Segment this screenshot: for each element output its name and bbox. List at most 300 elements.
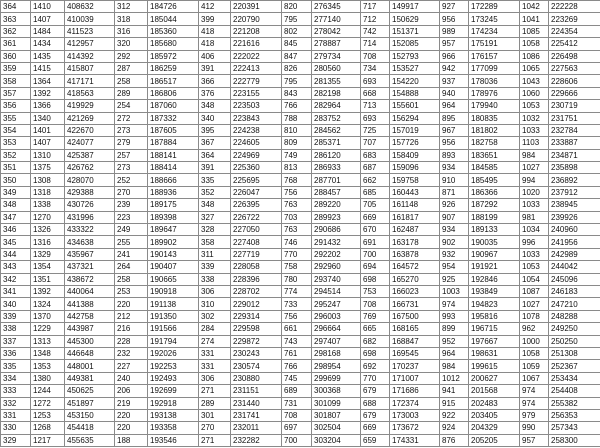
table-cell: 1041: [520, 13, 549, 25]
table-cell: 165270: [390, 273, 440, 285]
table-cell: 934: [440, 162, 469, 174]
table-cell: 312: [115, 1, 148, 13]
table-cell: 347: [1, 211, 31, 223]
table-row: [1, 409, 600, 421]
table-cell: 662: [361, 174, 390, 186]
table-row: [1, 149, 600, 161]
table-cell: 253: [115, 285, 148, 297]
table-cell: 254: [115, 100, 148, 112]
table-cell: 1354: [31, 261, 65, 273]
table-cell: 191350: [148, 310, 199, 322]
table-cell: 448001: [65, 360, 115, 372]
table-cell: 941: [440, 385, 469, 397]
table-cell: 766: [282, 100, 312, 112]
table-cell: 679: [361, 409, 390, 421]
table-cell: 228396: [231, 273, 282, 285]
table-row: [1, 62, 600, 74]
table-row: [1, 397, 600, 409]
table-cell: 290686: [312, 224, 361, 236]
table-cell: 273: [115, 162, 148, 174]
table-cell: 236892: [549, 174, 600, 186]
table-cell: 705: [361, 199, 390, 211]
table-cell: 411523: [65, 25, 115, 37]
table-cell: 318: [115, 13, 148, 25]
table-row: [1, 50, 600, 62]
table-cell: 1392: [31, 285, 65, 297]
table-cell: 232: [115, 347, 148, 359]
table-cell: 234871: [549, 149, 600, 161]
table-cell: 191794: [148, 335, 199, 347]
table-cell: 281355: [312, 75, 361, 87]
table-cell: 227719: [231, 248, 282, 260]
table-cell: 455635: [65, 434, 115, 446]
table-cell: 766: [282, 360, 312, 372]
table-row: [1, 124, 600, 136]
table-cell: 344: [1, 248, 31, 260]
table-row: [1, 335, 600, 347]
table-cell: 166023: [390, 285, 440, 297]
table-cell: 306: [199, 285, 231, 297]
table-cell: 810: [282, 124, 312, 136]
table-cell: 694: [361, 261, 390, 273]
table-cell: 940: [440, 87, 469, 99]
table-cell: 187292: [469, 199, 520, 211]
table-cell: 354: [1, 124, 31, 136]
table-cell: 297407: [312, 335, 361, 347]
table-cell: 235898: [549, 162, 600, 174]
table-cell: 282198: [312, 87, 361, 99]
table-cell: 1380: [31, 372, 65, 384]
table-cell: 366: [199, 75, 231, 87]
table-cell: 1053: [520, 261, 549, 273]
table-cell: 708: [282, 409, 312, 421]
table-cell: 258: [115, 75, 148, 87]
table-cell: 742: [361, 25, 390, 37]
table-cell: 682: [361, 335, 390, 347]
table-cell: 189902: [148, 236, 199, 248]
table-cell: 167500: [390, 310, 440, 322]
table-cell: 981: [520, 211, 549, 223]
table-cell: 1370: [31, 310, 65, 322]
table-cell: 788: [282, 112, 312, 124]
table-cell: 190035: [469, 236, 520, 248]
table-cell: 1353: [31, 360, 65, 372]
table-cell: 230880: [231, 372, 282, 384]
table-cell: 227: [115, 360, 148, 372]
table-cell: 769: [361, 310, 390, 322]
table-cell: 412: [199, 1, 231, 13]
table-cell: 758: [282, 261, 312, 273]
table-cell: 954: [440, 261, 469, 273]
table-cell: 192253: [148, 360, 199, 372]
table-cell: 1401: [31, 124, 65, 136]
table-cell: 191138: [148, 298, 199, 310]
table-cell: 1392: [31, 87, 65, 99]
table-cell: 225360: [231, 162, 282, 174]
table-cell: 198631: [469, 347, 520, 359]
table-cell: 233887: [549, 137, 600, 149]
table-cell: 252: [115, 174, 148, 186]
table-cell: 320: [115, 38, 148, 50]
table-cell: 1020: [520, 186, 549, 198]
table-cell: 185495: [469, 174, 520, 186]
table-cell: 1012: [440, 372, 469, 384]
table-cell: 185972: [148, 50, 199, 62]
table-cell: 1308: [31, 174, 65, 186]
table-cell: 220: [115, 409, 148, 421]
table-cell: 1270: [31, 211, 65, 223]
table-cell: 186806: [148, 87, 199, 99]
table-cell: 285371: [312, 137, 361, 149]
table-cell: 363: [1, 13, 31, 25]
table-cell: 876: [440, 434, 469, 446]
table-cell: 192918: [148, 397, 199, 409]
table-cell: 242989: [549, 248, 600, 260]
table-cell: 926: [440, 199, 469, 211]
table-cell: 190407: [148, 261, 199, 273]
table-cell: 251308: [549, 347, 600, 359]
table-cell: 294514: [312, 285, 361, 297]
table-cell: 216: [115, 323, 148, 335]
table-cell: 221616: [231, 38, 282, 50]
table-cell: 188199: [469, 211, 520, 223]
table-cell: 245096: [549, 273, 600, 285]
table-cell: 956: [440, 13, 469, 25]
table-cell: 186366: [469, 186, 520, 198]
table-cell: 761: [282, 347, 312, 359]
table-row: [1, 236, 600, 248]
table-cell: 299699: [312, 372, 361, 384]
table-cell: 279: [115, 137, 148, 149]
table-cell: 1053: [520, 100, 549, 112]
table-cell: 156294: [390, 112, 440, 124]
table-cell: 222022: [231, 50, 282, 62]
table-cell: 188936: [148, 186, 199, 198]
table-cell: 1272: [31, 397, 65, 409]
table-cell: 278887: [312, 38, 361, 50]
table-cell: 255382: [549, 397, 600, 409]
table-cell: 194823: [469, 298, 520, 310]
table-cell: 249250: [549, 323, 600, 335]
table-row: [1, 323, 600, 335]
table-cell: 445300: [65, 335, 115, 347]
table-cell: 713: [361, 100, 390, 112]
table-cell: 659: [361, 434, 390, 446]
table-cell: 425387: [65, 149, 115, 161]
table-cell: 1407: [31, 137, 65, 149]
table-cell: 957: [440, 38, 469, 50]
table-cell: 311: [199, 248, 231, 260]
table-cell: 925: [440, 273, 469, 285]
table-cell: 714: [361, 38, 390, 50]
table-cell: 424077: [65, 137, 115, 149]
table-cell: 289923: [312, 211, 361, 223]
table-cell: 332: [1, 397, 31, 409]
table-cell: 418: [199, 25, 231, 37]
table-cell: 222413: [231, 62, 282, 74]
table-cell: 871: [440, 186, 469, 198]
table-cell: 252367: [549, 360, 600, 372]
table-cell: 802: [282, 25, 312, 37]
table-cell: 168165: [390, 323, 440, 335]
table-cell: 454418: [65, 422, 115, 434]
table-cell: 1407: [31, 13, 65, 25]
table-cell: 974: [520, 397, 549, 409]
table-cell: 967: [440, 124, 469, 136]
table-cell: 224605: [231, 137, 282, 149]
table-cell: 376: [199, 87, 231, 99]
table-cell: 399: [199, 13, 231, 25]
table-cell: 1229: [31, 323, 65, 335]
table-cell: 1329: [31, 248, 65, 260]
table-cell: 300368: [312, 385, 361, 397]
table-cell: 306: [199, 372, 231, 384]
table-cell: 1316: [31, 236, 65, 248]
table-cell: 351: [1, 162, 31, 174]
table-cell: 163878: [390, 248, 440, 260]
table-cell: 270: [199, 422, 231, 434]
table-cell: 302: [199, 310, 231, 322]
table-cell: 187060: [148, 100, 199, 112]
table-cell: 431996: [65, 211, 115, 223]
table-cell: 247210: [549, 298, 600, 310]
table-cell: 227050: [231, 224, 282, 236]
table-cell: 412957: [65, 38, 115, 50]
table-row: [1, 162, 600, 174]
table-cell: 230574: [231, 360, 282, 372]
table-cell: 1027: [520, 298, 549, 310]
table-cell: 191566: [148, 323, 199, 335]
table-cell: 668: [361, 87, 390, 99]
table-cell: 449381: [65, 372, 115, 384]
table-cell: 334: [1, 372, 31, 384]
table-cell: 974: [440, 298, 469, 310]
table-cell: 280560: [312, 62, 361, 74]
table-cell: 188: [115, 434, 148, 446]
table-row: [1, 112, 600, 124]
table-cell: 296664: [312, 323, 361, 335]
table-cell: 253434: [549, 372, 600, 384]
table-cell: 1415: [31, 62, 65, 74]
table-row: [1, 298, 600, 310]
table-cell: 780: [282, 273, 312, 285]
table-cell: 698: [361, 273, 390, 285]
table-cell: 749: [282, 149, 312, 161]
table-cell: 254408: [549, 385, 600, 397]
table-cell: 171686: [390, 385, 440, 397]
table-cell: 161817: [390, 211, 440, 223]
table-cell: 231751: [549, 112, 600, 124]
table-row: [1, 248, 600, 260]
table-cell: 1034: [520, 224, 549, 236]
table-cell: 733: [282, 298, 312, 310]
table-cell: 364: [1, 1, 31, 13]
table-cell: 339: [1, 310, 31, 322]
table-cell: 159758: [390, 174, 440, 186]
table-cell: 185360: [148, 25, 199, 37]
table-cell: 257: [115, 149, 148, 161]
table-cell: 417171: [65, 75, 115, 87]
table-cell: 289: [115, 87, 148, 99]
table-cell: 298168: [312, 347, 361, 359]
table-cell: 338: [199, 273, 231, 285]
table-cell: 330: [1, 422, 31, 434]
table-cell: 847: [282, 50, 312, 62]
table-cell: 902: [440, 236, 469, 248]
table-cell: 345: [1, 236, 31, 248]
table-cell: 1375: [31, 162, 65, 174]
table-cell: 231741: [231, 409, 282, 421]
table-cell: 199615: [469, 360, 520, 372]
table-cell: 395: [199, 124, 231, 136]
table-cell: 703: [282, 211, 312, 223]
table-cell: 1033: [520, 124, 549, 136]
table-cell: 301: [199, 409, 231, 421]
table-cell: 774: [282, 285, 312, 297]
table-cell: 172289: [469, 1, 520, 13]
table-cell: 1268: [31, 422, 65, 434]
table-cell: 289: [199, 397, 231, 409]
table-cell: 430726: [65, 199, 115, 211]
table-cell: 182758: [469, 137, 520, 149]
table-cell: 150629: [390, 13, 440, 25]
table-row: [1, 13, 600, 25]
table-cell: 328: [199, 224, 231, 236]
table-cell: 258: [115, 273, 148, 285]
table-cell: 160443: [390, 186, 440, 198]
table-cell: 170237: [390, 360, 440, 372]
table-cell: 795: [282, 13, 312, 25]
table-cell: 229012: [231, 298, 282, 310]
table-cell: 191921: [469, 261, 520, 273]
table-cell: 993: [440, 310, 469, 322]
table-cell: 249: [115, 224, 148, 236]
table-cell: 221208: [231, 25, 282, 37]
table-cell: 184585: [469, 162, 520, 174]
table-cell: 415807: [65, 62, 115, 74]
table-cell: 355: [1, 112, 31, 124]
table-cell: 352: [1, 149, 31, 161]
table-cell: 172374: [390, 397, 440, 409]
table-cell: 1103: [520, 137, 549, 149]
table-cell: 174234: [469, 25, 520, 37]
table-cell: 979: [520, 409, 549, 421]
table-cell: 241956: [549, 236, 600, 248]
table-cell: 1033: [520, 199, 549, 211]
table-cell: 414392: [65, 50, 115, 62]
table-cell: 193358: [148, 422, 199, 434]
table-cell: 669: [361, 211, 390, 223]
table-cell: 429388: [65, 186, 115, 198]
table-row: [1, 347, 600, 359]
table-cell: 286120: [312, 149, 361, 161]
table-cell: 225695: [231, 174, 282, 186]
table-cell: 1326: [31, 224, 65, 236]
table-cell: 278042: [312, 25, 361, 37]
table-cell: 203405: [469, 409, 520, 421]
table-cell: 994: [520, 174, 549, 186]
table-cell: 1310: [31, 149, 65, 161]
table-cell: 162487: [390, 224, 440, 236]
table-cell: 279734: [312, 50, 361, 62]
table-cell: 239: [115, 199, 148, 211]
table-cell: 428070: [65, 174, 115, 186]
table-cell: 964: [440, 347, 469, 359]
table-cell: 293740: [312, 273, 361, 285]
table-cell: 181802: [469, 124, 520, 136]
table-row: [1, 434, 600, 446]
table-cell: 223155: [231, 87, 282, 99]
table-cell: 1087: [520, 285, 549, 297]
table-cell: 257343: [549, 422, 600, 434]
table-row: [1, 1, 600, 13]
table-cell: 1217: [31, 434, 65, 446]
table-cell: 166731: [390, 298, 440, 310]
table-cell: 364: [199, 149, 231, 161]
table-cell: 178036: [469, 75, 520, 87]
table-cell: 692: [361, 360, 390, 372]
table-cell: 256353: [549, 409, 600, 421]
table-cell: 360: [1, 50, 31, 62]
table-cell: 333: [1, 385, 31, 397]
table-cell: 937: [440, 75, 469, 87]
table-cell: 192493: [148, 372, 199, 384]
table-cell: 435967: [65, 248, 115, 260]
table-cell: 1318: [31, 186, 65, 198]
table-cell: 223269: [549, 13, 600, 25]
table-cell: 177099: [469, 62, 520, 74]
table-cell: 292202: [312, 248, 361, 260]
table-cell: 228606: [549, 75, 600, 87]
table-cell: 391: [199, 62, 231, 74]
table-cell: 276345: [312, 1, 361, 13]
table-cell: 187332: [148, 112, 199, 124]
table-cell: 250250: [549, 335, 600, 347]
table-cell: 745: [282, 372, 312, 384]
table-cell: 224969: [231, 149, 282, 161]
table-cell: 229598: [231, 323, 282, 335]
table-cell: 271: [199, 385, 231, 397]
table-cell: 220391: [231, 1, 282, 13]
table-cell: 336: [1, 347, 31, 359]
table-cell: 190918: [148, 285, 199, 297]
table-row: [1, 273, 600, 285]
table-cell: 952: [440, 335, 469, 347]
table-cell: 188414: [148, 162, 199, 174]
table-cell: 149917: [390, 1, 440, 13]
table-cell: 964: [440, 100, 469, 112]
table-cell: 183651: [469, 149, 520, 161]
table-cell: 189398: [148, 211, 199, 223]
table-cell: 1042: [520, 1, 549, 13]
table-row: [1, 310, 600, 322]
table-cell: 440064: [65, 285, 115, 297]
table-cell: 174331: [390, 434, 440, 446]
table-cell: 163178: [390, 236, 440, 248]
table-cell: 224354: [549, 25, 600, 37]
table-cell: 1032: [520, 112, 549, 124]
table-cell: 410039: [65, 13, 115, 25]
table-cell: 1033: [520, 248, 549, 260]
table-cell: 843: [282, 87, 312, 99]
table-cell: 422670: [65, 124, 115, 136]
table-cell: 1000: [520, 335, 549, 347]
table-cell: 357: [1, 87, 31, 99]
table-cell: 188141: [148, 149, 199, 161]
table-cell: 1348: [31, 347, 65, 359]
table-cell: 813: [282, 162, 312, 174]
table-cell: 763: [282, 224, 312, 236]
